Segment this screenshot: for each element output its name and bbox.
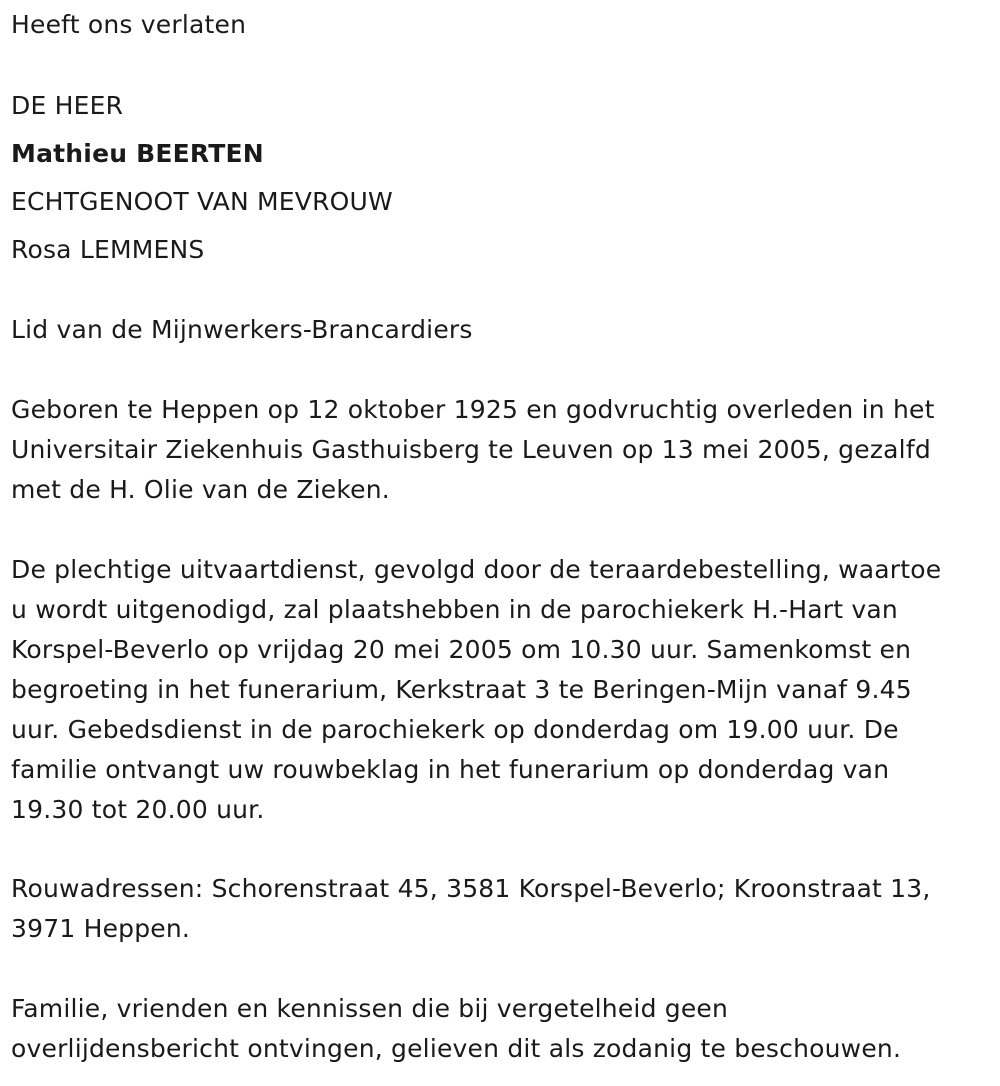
paragraph-line: begroeting in het funerarium, Kerkstraat 3 te Beringen-Mijn vanaf 9.45 [11, 675, 912, 704]
paragraph-line: u wordt uitgenodigd, zal plaatshebben in de parochiekerk H.-Hart van [11, 595, 898, 624]
paragraph-line: Geboren te Heppen op 12 oktober 1925 en godvruchtig overleden in het [11, 395, 935, 424]
paragraph-line: 19.30 tot 20.00 uur. [11, 795, 265, 824]
closing-paragraph [11, 989, 989, 1069]
paragraph-line: overlijdensbericht ontvingen, gelieven dit als zodanig te beschouwen. [11, 1034, 902, 1063]
funeral-paragraph [11, 550, 989, 830]
spouse-name: Rosa LEMMENS [11, 235, 205, 264]
paragraph-line: met de H. Olie van de Zieken. [11, 475, 390, 504]
addresses-paragraph [11, 869, 989, 949]
paragraph-line: De plechtige uitvaartdienst, gevolgd door de teraardebestelling, waartoe [11, 555, 942, 584]
paragraph-line: Rouwadressen: Schorenstraat 45, 3581 Korspel-Beverlo; Kroonstraat 13, [11, 874, 931, 903]
spouse-label: ECHTGENOOT VAN MEVROUW [11, 187, 393, 216]
title-text: DE HEER [11, 91, 124, 120]
paragraph-line: uur. Gebedsdienst in de parochiekerk op donderdag om 19.00 uur. De [11, 715, 899, 744]
paragraph-line: familie ontvangt uw rouwbeklag in het funerarium op donderdag van [11, 755, 890, 784]
paragraph-line: 3971 Heppen. [11, 914, 191, 943]
paragraph-line: Universitair Ziekenhuis Gasthuisberg te Leuven op 13 mei 2005, gezalfd [11, 435, 931, 464]
intro-text: Heeft ons verlaten [11, 10, 247, 39]
membership-text: Lid van de Mijnwerkers-Brancardiers [11, 315, 473, 344]
birth-death-paragraph [11, 390, 989, 510]
paragraph-line: Korspel-Beverlo op vrijdag 20 mei 2005 om 10.30 uur. Samenkomst en [11, 635, 912, 664]
deceased-name: Mathieu BEERTEN [11, 139, 264, 168]
paragraph-line: Familie, vrienden en kennissen die bij vergetelheid geen [11, 994, 729, 1023]
